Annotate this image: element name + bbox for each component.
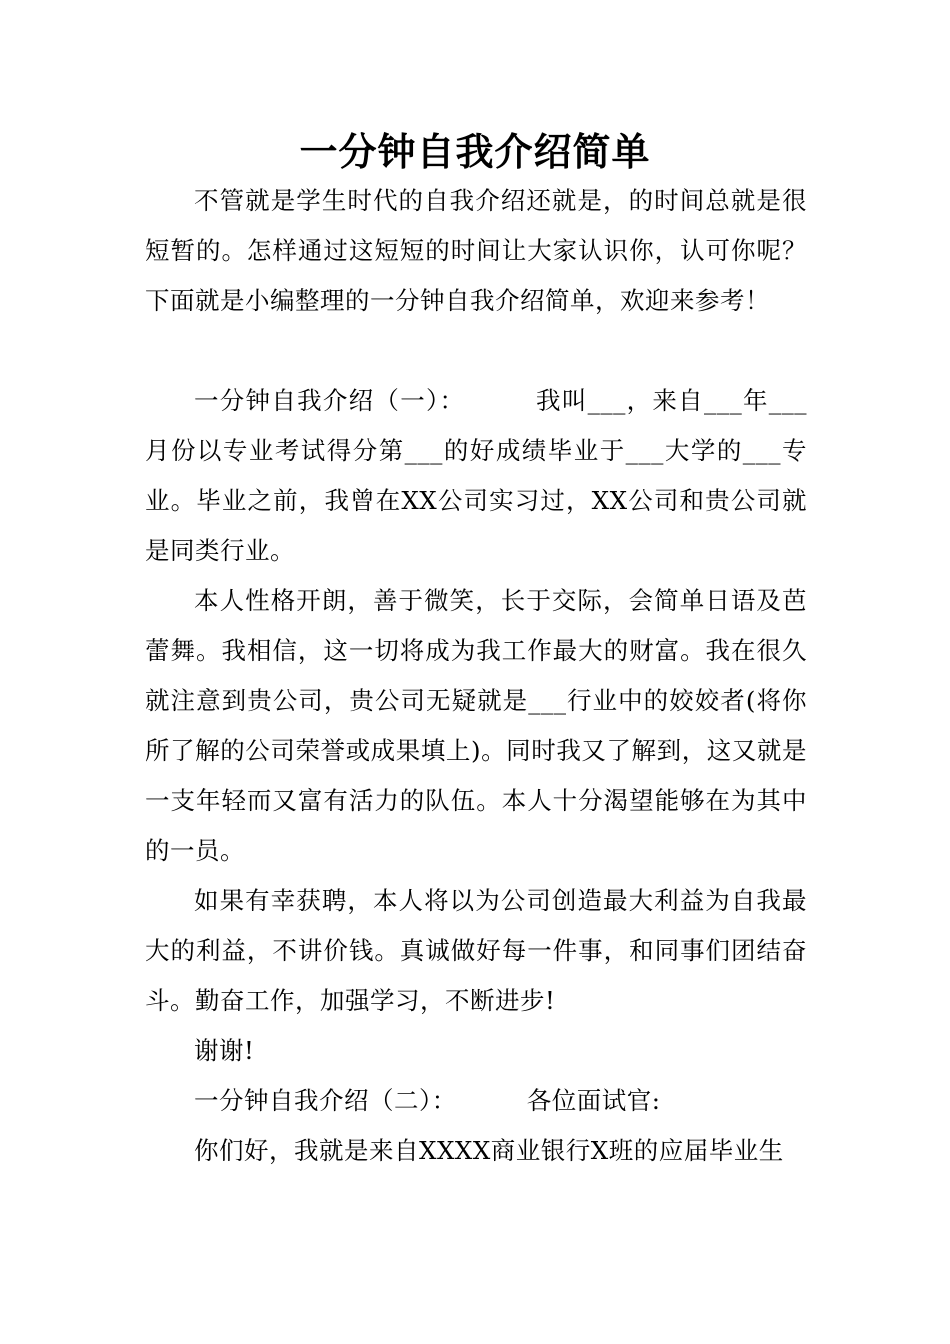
intro-paragraph: 不管就是学生时代的自我介绍还就是，的时间总就是很短暂的。怎样通过这短短的时间让大家认识你，认可你呢？下面就是小编整理的一分钟自我介绍简单，欢迎来参考！	[145, 186, 807, 315]
document-title: 一分钟自我介绍简单	[299, 129, 651, 174]
commitment-paragraph: 如果有幸获聘，本人将以为公司创造最大利益为自我最大的利益，不讲价钱。真诚做好每一件事，和同事们团结奋斗。勤奋工作，加强学习，不断进步!	[145, 886, 807, 1015]
blank-line	[145, 326, 807, 376]
section1-heading: 一分钟自我介绍（一）：	[194, 386, 466, 415]
section2-text: 各位面试官:	[526, 1086, 661, 1115]
document-body	[145, 176, 807, 1176]
section1-paragraph	[145, 376, 807, 576]
section2-paragraph	[145, 1076, 807, 1126]
section1-text: 我叫___，来自___年___月份以专业考试得分第___的好成绩毕业于___大学的___专业。毕业之前，我曾在XX公司实习过，XX公司和贵公司就是同类行业。	[145, 386, 808, 565]
personality-paragraph: 本人性格开朗，善于微笑，长于交际，会简单日语及芭蕾舞。我相信，这一切将成为我工作最大的财富。我在很久就注意到贵公司，贵公司无疑就是___行业中的姣姣者(将你所了解的公司荣誉或成果填上)。同时我又了解到，这又就是一支年轻而又富有活力的队伍。本人十分渴望能够在为其中的一员。	[145, 586, 807, 865]
section2-heading: 一分钟自我介绍（二）：	[194, 1086, 457, 1115]
thanks-line: 谢谢!	[194, 1036, 255, 1065]
greeting-paragraph: 你们好，我就是来自XXXX商业银行X班的应届毕业生	[194, 1136, 784, 1165]
